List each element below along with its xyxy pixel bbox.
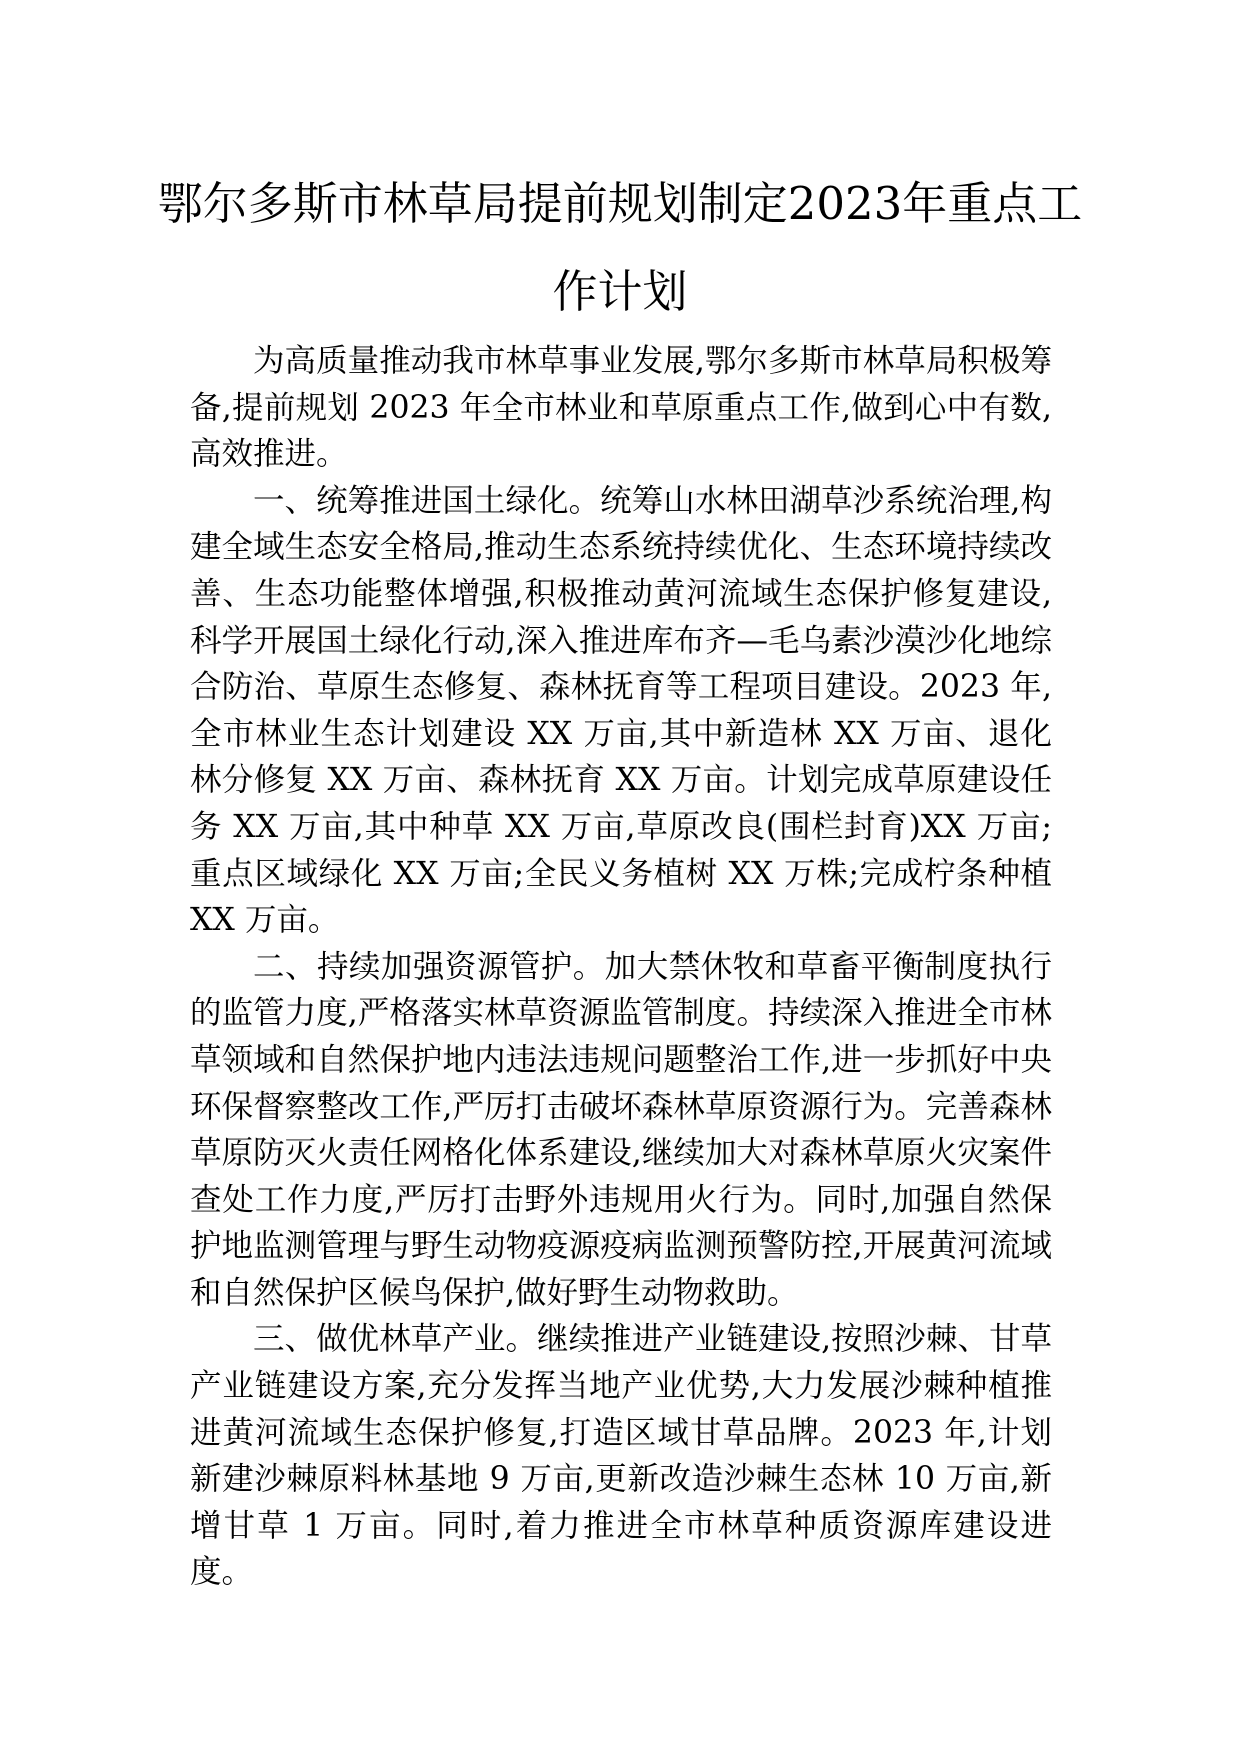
intro-paragraph: 为高质量推动我市林草事业发展,鄂尔多斯市林草局积极筹备,提前规划 2023 年全市林业和草原重点工作,做到心中有数,高效推进。 xyxy=(190,343,1052,473)
document-title: 鄂尔多斯市林草局提前规划制定2023年重点工作计划 xyxy=(157,177,1083,318)
section-3-paragraph: 三、做优林草产业。继续推进产业链建设,按照沙棘、甘草产业链建设方案,充分发挥当地产业优势,大力发展沙棘种植推进黄河流域生态保护修复,打造区域甘草品牌。2023 年,计划新建沙棘原料林基地 9 万亩,更新改造沙棘生态林 10 万亩,新增甘草 1 万亩。同时,着力推进全市林草种质资源库建设进度。 xyxy=(190,1321,1052,1591)
section-2-paragraph: 二、持续加强资源管护。加大禁休牧和草畜平衡制度执行的监管力度,严格落实林草资源监管制度。持续深入推进全市林草领域和自然保护地内违法违规问题整治工作,进一步抓好中央环保督察整改工作,严厉打击破坏森林草原资源行为。完善森林草原防灭火责任网格化体系建设,继续加大对森林草原火灾案件查处工作力度,严厉打击野外违规用火行为。同时,加强自然保护地监测管理与野生动物疫源疫病监测预警防控,开展黄河流域和自然保护区候鸟保护,做好野生动物救助。 xyxy=(190,948,1052,1311)
section-1-paragraph: 一、统筹推进国土绿化。统筹山水林田湖草沙系统治理,构建全域生态安全格局,推动生态系统持续优化、生态环境持续改善、生态功能整体增强,积极推动黄河流域生态保护修复建设,科学开展国土绿化行动,深入推进库布齐—毛乌素沙漠沙化地综合防治、草原生态修复、森林抚育等工程项目建设。2023 年,全市林业生态计划建设 XX 万亩,其中新造林 XX 万亩、退化林分修复 XX 万亩、森林抚育 XX 万亩。计划完成草原建设任务 XX 万亩,其中种草 XX 万亩,草原改良(围栏封育)XX 万亩;重点区域绿化 XX 万亩;全民义务植树 XX 万株;完成柠条种植 XX 万亩。 xyxy=(190,482,1052,939)
document-body xyxy=(190,338,1052,1596)
